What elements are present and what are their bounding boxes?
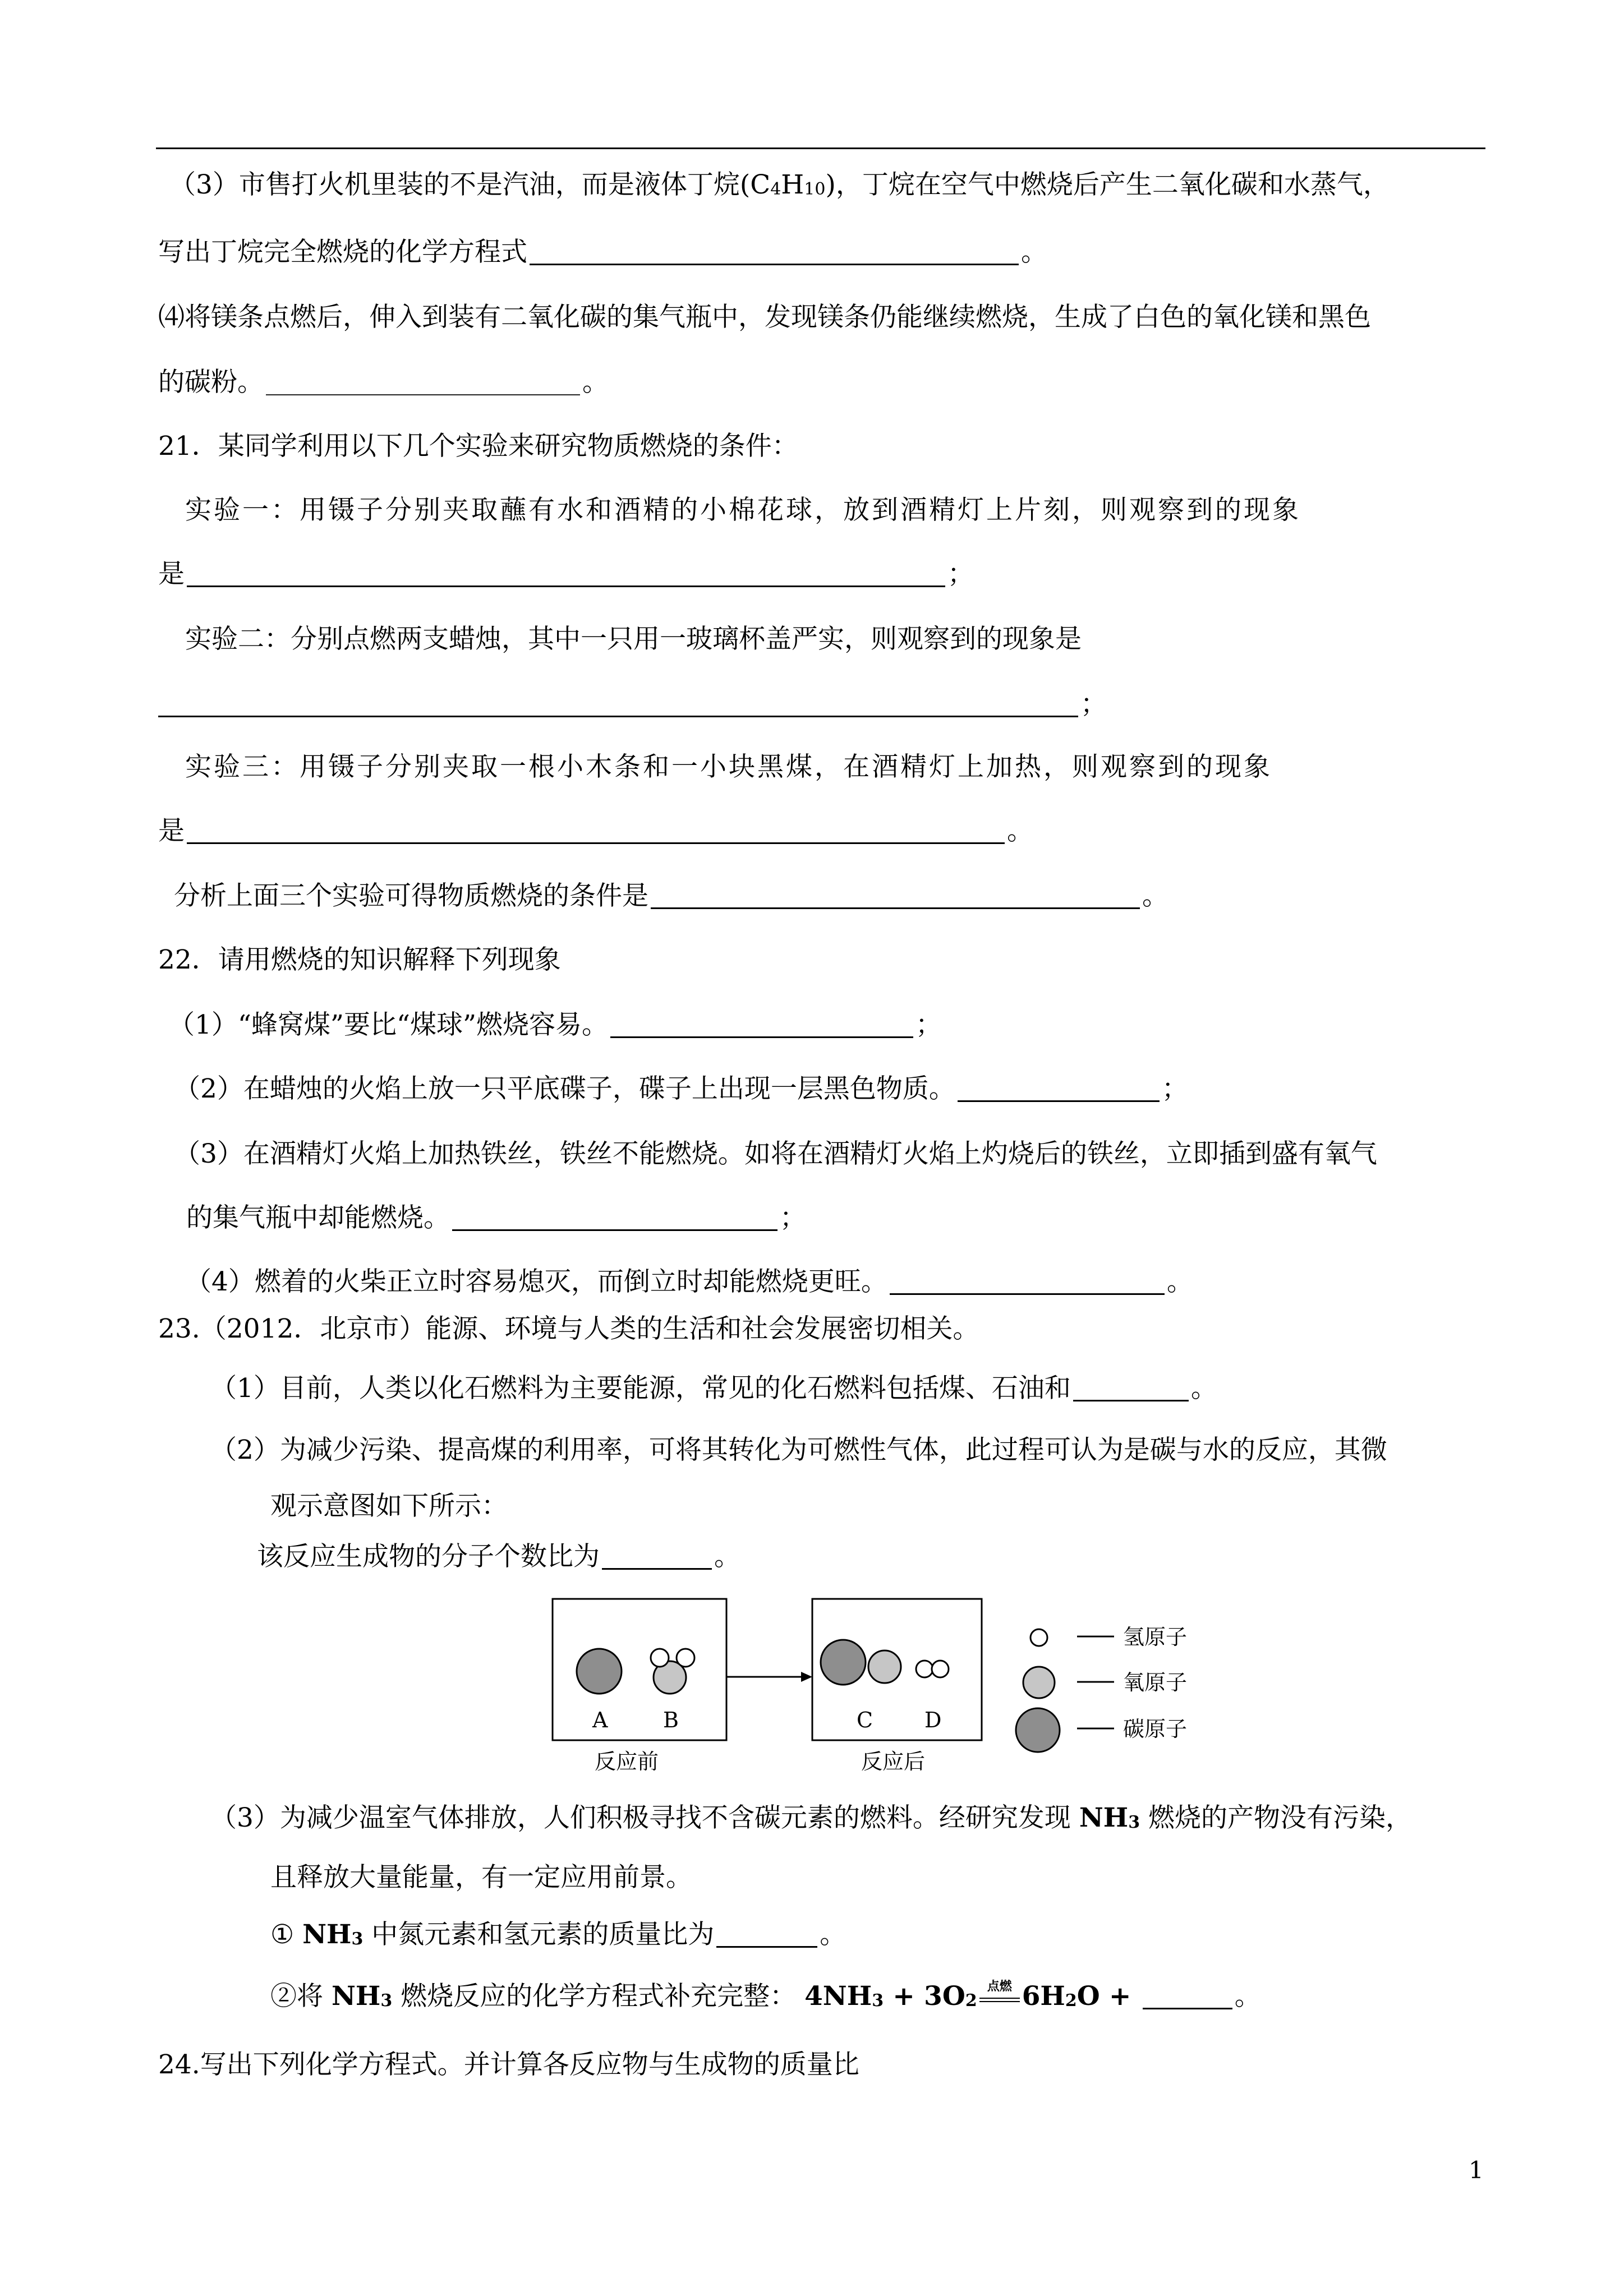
eq-oxygen-sub: 2 [965,1991,977,2011]
q20-part4-end: 。 [582,367,609,398]
before-caption: 反应前 [595,1749,659,1774]
q20-part4-line2 [158,366,609,399]
q21-exp2-answer-blank[interactable] [158,716,1078,717]
eq-condition-arrow [977,1980,1022,2018]
q22-item1-end: ； [915,1009,942,1040]
q20-part3-text-a: （3）市售打火机里装的不是汽油，而是液体丁烷(C [169,169,771,200]
q23-c2-answer-blank[interactable] [1143,2008,1232,2009]
reaction-arrow-head [801,1672,812,1682]
q21-exp3-end: 。 [1007,815,1033,846]
q21-exp1-prompt: 是 [158,559,185,589]
q21-analysis-prompt: 分析上面三个实验可得物质燃烧的条件是 [174,880,648,911]
q23-sub3-c2 [270,1980,1261,2018]
eq-condition-line [979,1998,1020,1999]
q20-part4-line1: ⑷将镁条点燃后，伸入到装有二氧化碳的集气瓶中，发现镁条仍能继续燃烧，生成了白色的氧化镁和黑色 [158,302,1371,333]
q23-c2-text: 燃烧反应的化学方程式补充完整： [392,1981,797,2012]
q21-exp3-line1: 实验三：用镊子分别夹取一根小木条和一小块黑煤，在酒精灯上加热，则观察到的现象 [185,751,1272,782]
q22-item2-answer-blank[interactable] [958,1100,1160,1102]
page-number: 1 [1469,2156,1484,2184]
q21-exp2-line2 [158,688,1107,721]
q21-exp1-line2 [158,557,974,591]
q22-item1-text: （1）“蜂窝煤”要比“煤球”燃烧容易。 [168,1009,609,1040]
label-b: B [663,1708,679,1732]
q23-sub2-line2: 观示意图如下所示： [270,1491,508,1522]
hydrogen-atom-d1 [916,1661,933,1677]
before-reaction-box [553,1599,726,1740]
q20-part3-sub1: 4 [770,179,781,199]
q23-sub2-line1: （2）为减少污染、提高煤的利用率，可将其转化为可燃性气体，此过程可认为是碳与水的反应，其微 [210,1435,1387,1465]
label-d: D [924,1708,942,1732]
q20-part4-prompt: 的碳粉。 [158,367,264,398]
q23-c1-text: 中氮元素和氢元素的质量比为 [363,1919,715,1950]
q23-c1-answer-blank[interactable] [716,1946,817,1948]
label-a: A [592,1708,608,1732]
legend-oxygen-icon [1023,1667,1055,1698]
legend-oxygen-label: 氧原子 [1123,1670,1188,1695]
q21-analysis-answer-blank[interactable] [651,907,1140,909]
q20-part3-line1 [169,168,1390,202]
oxygen-atom-b [654,1661,686,1694]
q20-part3-text-b: H [781,169,804,200]
q23-sub3-line2: 且释放大量能量，有一定应用前景。 [270,1862,692,1893]
q23-sub2-end: 。 [714,1541,740,1572]
q23-sub3-formula: NH [1079,1802,1129,1833]
q21-title: 21．某同学利用以下几个实验来研究物质燃烧的条件： [158,431,798,462]
after-caption: 反应后 [861,1749,926,1774]
label-c: C [857,1708,873,1732]
eq-condition-label: 点燃 [987,1979,1012,1994]
q22-item1 [168,1008,942,1042]
q23-sub1-end: 。 [1190,1373,1217,1404]
q22-item2 [174,1072,1188,1106]
q24-title: 24.写出下列化学方程式。并计算各反应物与生成物的质量比 [158,2049,859,2080]
q23-c2-formula: NH [331,1981,381,2012]
q22-item2-text: （2）在蜡烛的火焰上放一只平底碟子，碟子上出现一层黑色物质。 [174,1073,955,1104]
oxygen-atom-c [868,1650,901,1683]
q22-item2-end: ； [1161,1073,1188,1104]
eq-oxygen: + 3O [884,1981,965,2012]
q20-part3-answer-blank[interactable] [530,264,1019,265]
q23-sub1-answer-blank[interactable] [1073,1400,1189,1401]
q23-sub3-line1 [210,1801,1412,1835]
eq-ammonia: 4NH [804,1981,872,2012]
q23-c1-formula-sub: 3 [351,1929,364,1949]
q23-sub2-prompt: 该反应生成物的分子个数比为 [257,1541,600,1572]
q23-c1-formula: NH [302,1919,352,1950]
hydrogen-atom-d2 [932,1661,949,1677]
q21-analysis [174,879,1168,913]
eq-water-tail: O + [1076,1981,1140,2012]
q22-item3-answer-blank[interactable] [452,1229,778,1231]
q22-item3-line1: （3）在酒精灯火焰上加热铁丝，铁丝不能燃烧。如将在酒精灯火焰上灼烧后的铁丝，立即插到盛有氧气 [174,1138,1377,1169]
eq-ammonia-sub: 3 [872,1991,884,2011]
q20-part3-prompt: 写出丁烷完全燃烧的化学方程式 [158,237,527,268]
after-reaction-box [812,1599,982,1740]
q23-sub1-text: （1）目前，人类以化石燃料为主要能源，常见的化石燃料包括煤、石油和 [210,1373,1071,1404]
q23-title: 23.（2012．北京市）能源、环境与人类的生活和社会发展密切相关。 [158,1313,979,1344]
q23-sub3-text-a: （3）为减少温室气体排放，人们积极寻找不含碳元素的燃料。经研究发现 [210,1802,1079,1833]
legend-hydrogen-icon [1030,1629,1047,1646]
q23-equation [804,1981,1140,2012]
q22-item4 [185,1265,1193,1299]
q21-analysis-end: 。 [1142,880,1168,911]
legend-carbon-icon [1016,1708,1060,1752]
q21-exp1-end: ； [947,559,974,589]
q23-c2-marker: ②将 [270,1981,332,2012]
q23-sub1 [210,1372,1217,1405]
q23-c1-marker: ① [270,1919,303,1950]
q22-item3-prompt: 的集气瓶中却能燃烧。 [186,1202,450,1233]
hydrogen-atom-b2 [677,1649,694,1667]
q21-exp1-line1: 实验一：用镊子分别夹取蘸有水和酒精的小棉花球，放到酒精灯上片刻，则观察到的现象 [185,495,1301,525]
q20-part4-answer-blank[interactable] [266,394,580,395]
q23-c1-end: 。 [820,1919,846,1950]
eq-condition-line2 [979,2001,1020,2002]
q22-item4-answer-blank[interactable] [890,1293,1165,1295]
hydrogen-atom-b1 [651,1649,669,1667]
q22-item1-answer-blank[interactable] [610,1036,913,1038]
q21-exp2-line1: 实验二：分别点燃两支蜡烛，其中一只用一玻璃杯盖严实，则观察到的现象是 [185,624,1082,654]
eq-water: 6H [1022,1981,1065,2012]
legend-carbon-label: 碳原子 [1123,1717,1188,1741]
q21-exp3-prompt: 是 [158,815,185,846]
carbon-atom-a [577,1649,622,1694]
q22-item4-end: 。 [1166,1266,1193,1297]
q22-item3-line2 [186,1201,806,1235]
q20-part3-sub2: 10 [804,179,826,199]
header-rule [156,147,1485,149]
q23-sub3-c1 [270,1918,846,1952]
q21-exp3-answer-blank[interactable] [187,842,1005,844]
carbon-atom-c [821,1640,866,1685]
q21-exp1-answer-blank[interactable] [187,585,945,587]
q22-item3-end: ； [780,1202,806,1233]
q21-exp2-end: ； [1080,689,1107,720]
q22-title: 22．请用燃烧的知识解释下列现象 [158,944,561,975]
legend-hydrogen-label: 氢原子 [1123,1625,1188,1649]
q20-part3-text-c: )，丁烷在空气中燃烧后产生二氧化碳和水蒸气， [825,169,1390,200]
eq-water-sub: 2 [1065,1991,1077,2011]
q23-sub3-text-b: 燃烧的产物没有污染， [1140,1802,1413,1833]
q20-part3-line2 [158,236,1047,269]
q21-exp3-line2 [158,814,1033,848]
q23-sub3-formula-sub: 3 [1128,1813,1140,1832]
q22-item4-text: （4）燃着的火柴正立时容易熄灭，而倒立时却能燃烧更旺。 [185,1266,887,1297]
q20-part3-end: 。 [1021,237,1047,268]
q23-c2-formula-sub: 3 [380,1991,393,2011]
q23-sub2-answer-blank[interactable] [602,1568,712,1570]
q23-sub2-line3 [257,1540,740,1574]
q23-c2-end: 。 [1234,1981,1261,2012]
